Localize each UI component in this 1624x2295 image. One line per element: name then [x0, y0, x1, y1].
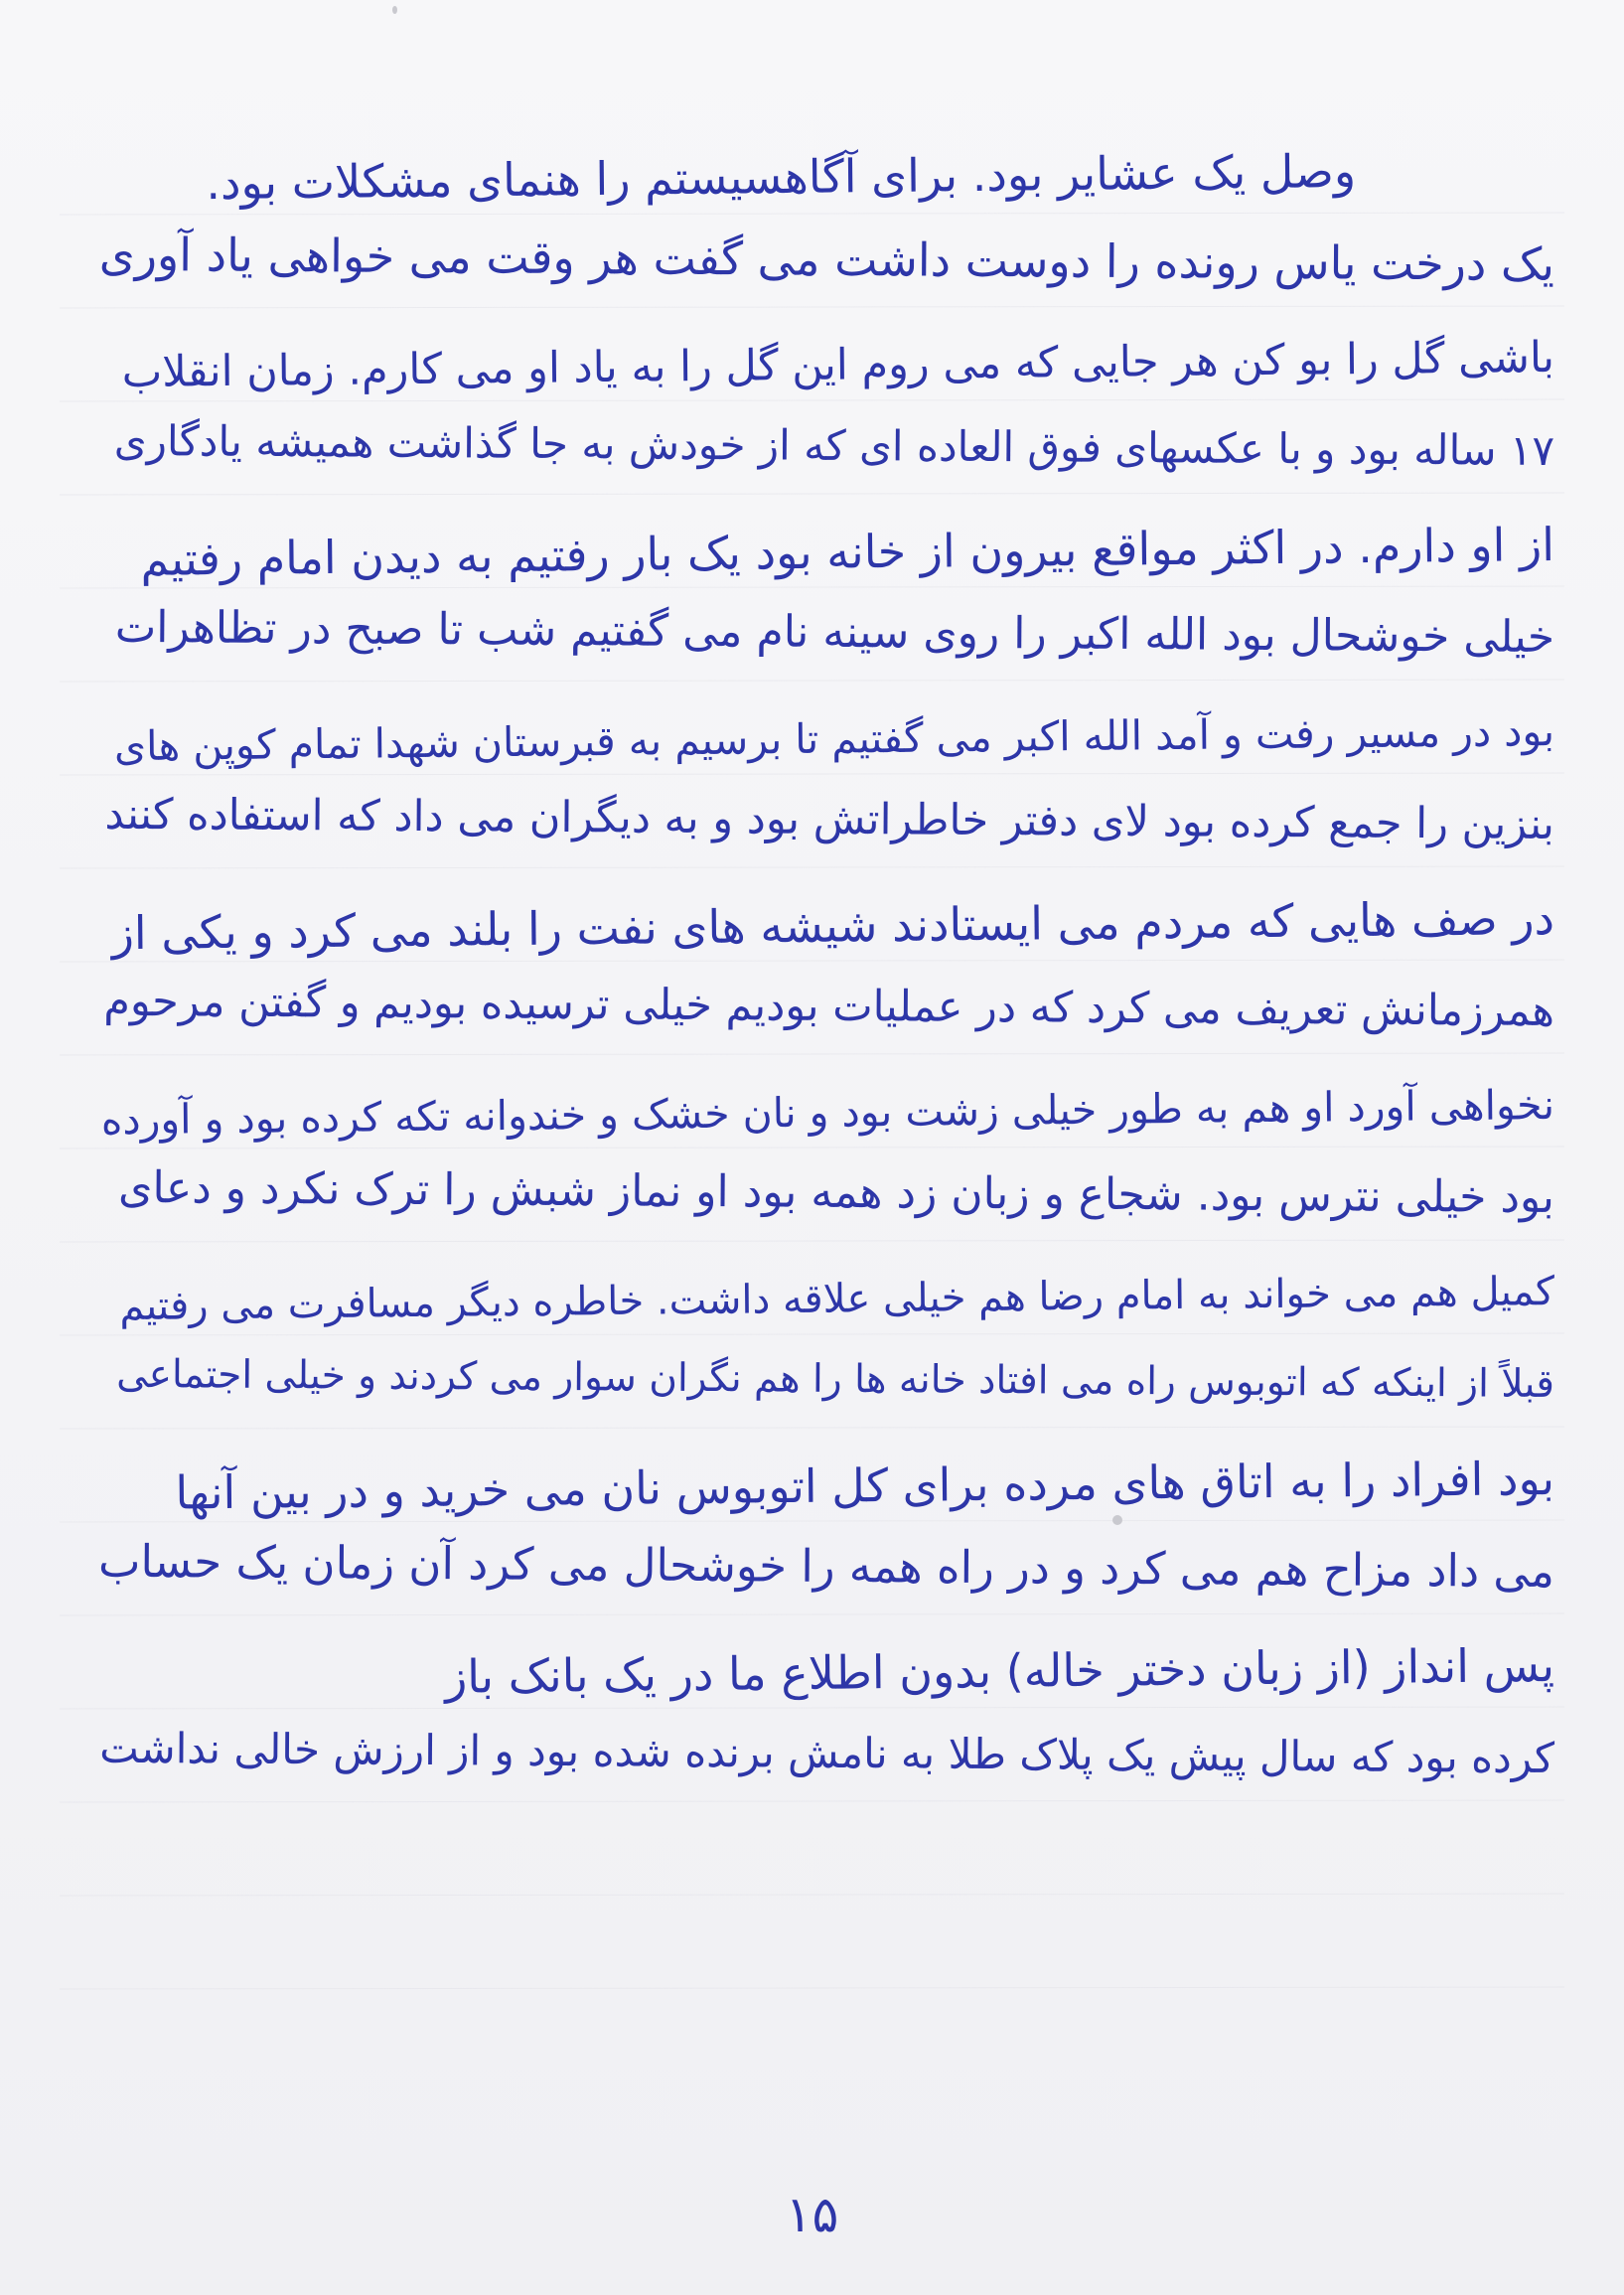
- page-number: ۱۵: [785, 2186, 839, 2243]
- paper-speck: [392, 6, 397, 14]
- text-line: وصل یک عشایر بود. برای آگاهسیستم را هنمای مشکلات بود.: [206, 144, 1357, 211]
- text-line: یک درخت یاس رونده را دوست داشت می گفت هر وقت می خواهی یاد آوری: [98, 227, 1555, 291]
- text-line: بود خیلی نترس بود. شجاع و زبان زد همه بود او نماز شبش را ترک نکرد و دعای: [117, 1161, 1555, 1223]
- text-line: پس انداز (از زبان دختر خاله) بدون اطلاع ما در یک بانک باز: [444, 1638, 1555, 1704]
- text-line: کمیل هم می خواند به امام رضا هم خیلی علاقه داشت. خاطره دیگر مسافرت می رفتیم: [119, 1269, 1555, 1330]
- text-line: خیلی خوشحال بود الله اکبر را روی سینه نام می گفتیم شب تا صبح در تظاهرات: [114, 601, 1555, 663]
- text-line: بود در مسیر رفت و آمد الله اکبر می گفتیم تا برسیم به قبرستان شهدا تمام کوپن های: [113, 707, 1555, 771]
- text-line: همرزمانش تعریف می کرد که در عملیات بودیم خیلی ترسیده بودیم و گفتن مرحوم: [103, 976, 1555, 1036]
- text-line: می داد مزاح هم می کرد و در راه همه را خوشحال می کرد آن زمان یک حساب: [97, 1534, 1555, 1598]
- text-line: بود افراد را به اتاق های مرده برای کل اتوبوس نان می خرید و در بین آنها: [175, 1452, 1555, 1520]
- text-line: باشی گل را بو کن هر جایی که می روم این گل را به یاد او می کارم. زمان انقلاب: [121, 333, 1555, 398]
- text-line: از او دارم. در اکثر مواقع بیرون از خانه بود یک بار رفتیم به دیدن امام رفتیم: [140, 518, 1555, 586]
- text-line: بنزین را جمع کرده بود لای دفتر خاطراتش بود و به دیگران می داد که استفاده کنند: [104, 789, 1555, 849]
- handwritten-text: [94, 124, 1554, 1805]
- text-line: در صف هایی که مردم می ایستادند شیشه های نفت را بلند می کرد و یکی از: [111, 891, 1555, 961]
- text-line: نخواهی آورد او هم به طور خیلی زشت بود و نان خشک و خندوانه تکه کرده بود و آورده: [100, 1081, 1555, 1145]
- text-line: قبلاً از اینکه که اتوبوس راه می افتاد خانه ها را هم نگران سوار می کردند و خیلی اجتماعی: [116, 1351, 1555, 1407]
- text-line: ۱۷ ساله بود و با عکسهای فوق العاده ای که از خودش به جا گذاشت همیشه یادگاری: [113, 415, 1555, 475]
- text-line: کرده بود که سال پیش یک پلاک طلا به نامش برنده شده بود و از ارزش خالی نداشت: [99, 1723, 1555, 1782]
